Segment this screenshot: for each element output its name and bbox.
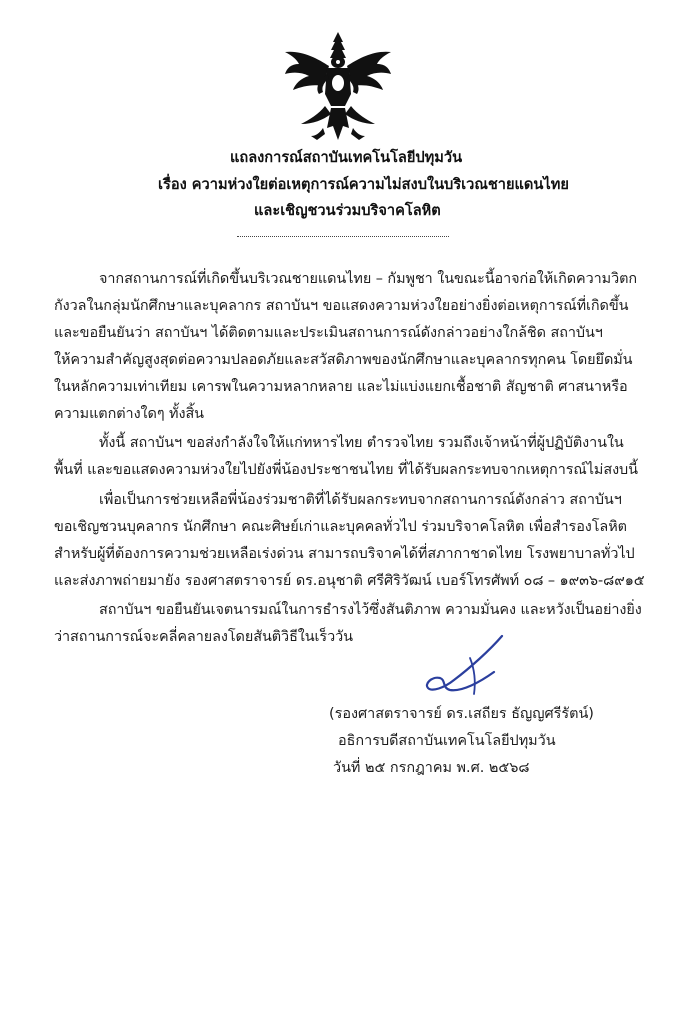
title-line-2: เรื่อง ความห่วงใยต่อเหตุการณ์ความไม่สงบในบริเวณชายแดนไทย bbox=[158, 176, 569, 193]
body-line: ความแตกต่างใดๆ ทั้งสิ้น bbox=[54, 406, 204, 422]
body-line: เพื่อเป็นการช่วยเหลือพี่น้องร่วมชาติที่ได้รับผลกระทบจากสถานการณ์ดังกล่าว สถาบันฯ bbox=[99, 492, 622, 508]
body-line: สำหรับผู้ที่ต้องการความช่วยเหลือเร่งด่วน สามารถบริจาคได้ที่สภากาชาดไทย โรงพยาบาลทั่วไป bbox=[54, 546, 635, 562]
dotted-separator bbox=[237, 236, 449, 237]
announcement-date: วันที่ ๒๕ กรกฎาคม พ.ศ. ๒๕๖๘ bbox=[333, 760, 530, 776]
body-line: สถาบันฯ ขอยืนยันเจตนารมณ์ในการธำรงไว้ซึ่งสันติภาพ ความมั่นคง และหวังเป็นอย่างยิ่ง bbox=[99, 602, 642, 618]
body-line: กังวลในกลุ่มนักศึกษาและบุคลากร สถาบันฯ ขอแสดงความห่วงใยอย่างยิ่งต่อเหตุการณ์ที่เกิดขึ้น bbox=[54, 298, 629, 314]
title-line-1: แถลงการณ์สถาบันเทคโนโลยีปทุมวัน bbox=[230, 149, 463, 166]
garuda-emblem-icon bbox=[279, 28, 397, 146]
body-line: จากสถานการณ์ที่เกิดขึ้นบริเวณชายแดนไทย – กัมพูชา ในขณะนี้อาจก่อให้เกิดความวิตก bbox=[99, 271, 638, 287]
body-line: ให้ความสำคัญสูงสุดต่อความปลอดภัยและสวัสดิภาพของนักศึกษาและบุคลากรทุกคน โดยยึดมั่น bbox=[54, 352, 633, 368]
body-line: ในหลักความเท่าเทียม เคารพในความหลากหลาย และไม่แบ่งแยกเชื้อชาติ สัญชาติ ศาสนาหรือ bbox=[54, 379, 628, 395]
body-line: และส่งภาพถ่ายมายัง รองศาสตราจารย์ ดร.อนุชาติ ศรีศิริวัฒน์ เบอร์โทรศัพท์ ๐๘ – ๑๙๓๖-๘๙๑๕ bbox=[54, 573, 645, 589]
body-line: ทั้งนี้ สถาบันฯ ขอส่งกำลังใจให้แก่ทหารไทย ตำรวจไทย รวมถึงเจ้าหน้าที่ผู้ปฏิบัติงานใน bbox=[99, 435, 624, 451]
body-line: ขอเชิญชวนบุคลากร นักศึกษา คณะศิษย์เก่าและบุคคลทั่วไป ร่วมบริจาคโลหิต เพื่อสำรองโลหิต bbox=[54, 519, 627, 535]
title-line-3: และเชิญชวนร่วมบริจาคโลหิต bbox=[254, 202, 441, 219]
signatory-name: (รองศาสตราจารย์ ดร.เสถียร ธัญญศรีรัตน์) bbox=[329, 706, 594, 722]
body-line: และขอยืนยันว่า สถาบันฯ ได้ติดตามและประเมินสถานการณ์ดังกล่าวอย่างใกล้ชิด สถาบันฯ bbox=[54, 325, 603, 341]
body-line: พื้นที่ และขอแสดงความห่วงใยไปยังพี่น้องประชาชนไทย ที่ได้รับผลกระทบจากเหตุการณ์ไม่สงบนี้ bbox=[54, 462, 638, 478]
signatory-position: อธิการบดีสถาบันเทคโนโลยีปทุมวัน bbox=[338, 733, 556, 749]
handwritten-signature bbox=[410, 628, 520, 698]
body-line: ว่าสถานการณ์จะคลี่คลายลงโดยสันติวิธีในเร็ววัน bbox=[54, 629, 353, 645]
